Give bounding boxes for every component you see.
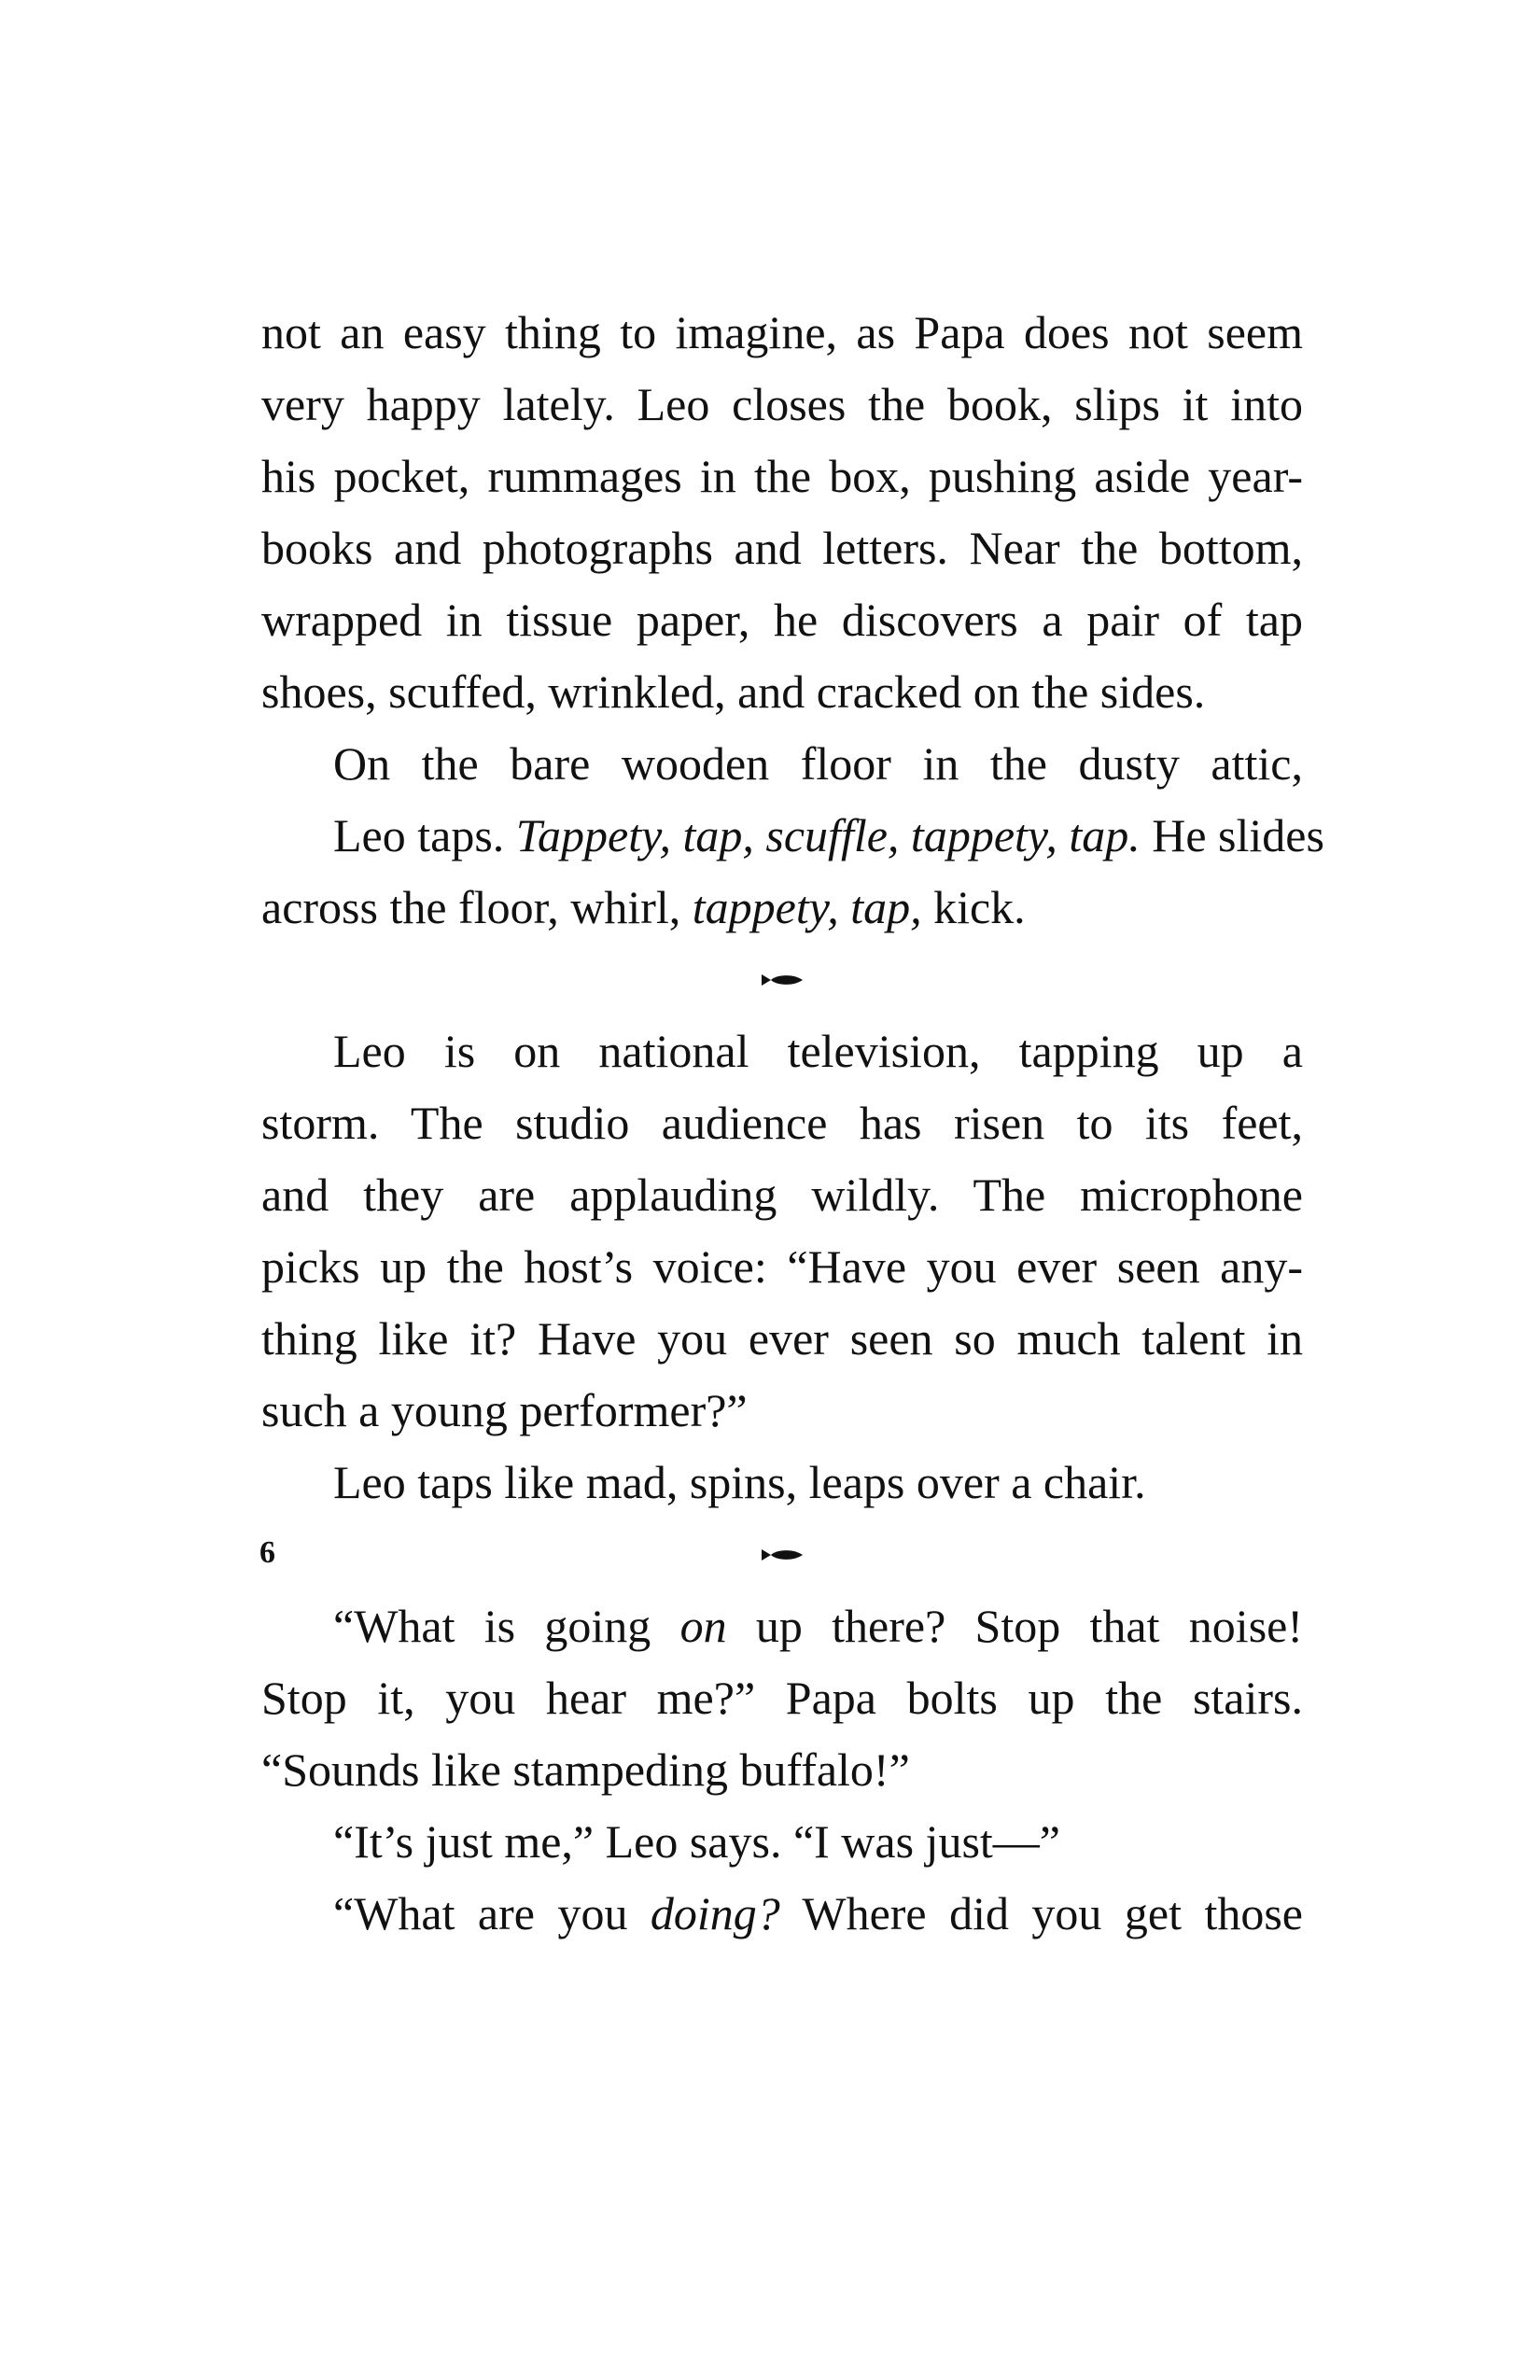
text-line: storm. The studio audience has risen to its feet, (261, 1097, 1303, 1149)
italic-run: tappety, tap, (692, 881, 922, 933)
text-run: He slides (1140, 809, 1324, 861)
text-line: “It’s just me,” Leo says. “I was just—” (333, 1815, 1060, 1868)
text-run: “What is going (333, 1600, 680, 1652)
text-line: and they are applauding wildly. The microphone (261, 1169, 1303, 1221)
fish-ornament-icon (760, 973, 805, 987)
section-break (261, 944, 1303, 1015)
section-break (261, 1519, 1303, 1590)
paragraph-5 (261, 1590, 1303, 1806)
paragraph-6 (261, 1806, 1303, 1878)
text-line: picks up the host’s voice: “Have you ever seen any- (261, 1240, 1303, 1293)
text-line: books and photographs and letters. Near the bottom, (261, 522, 1303, 574)
text-line (261, 800, 1324, 872)
text-line (261, 872, 1303, 944)
text-line: such a young performer?” (261, 1384, 748, 1436)
italic-run: doing? (650, 1887, 780, 1939)
text-run: kick. (921, 881, 1026, 933)
text-line: shoes, scuffed, wrinkled, and cracked on the sides. (261, 665, 1206, 718)
text-line: Leo taps like mad, spins, leaps over a chair. (333, 1456, 1146, 1508)
text-line: his pocket, rummages in the box, pushing aside year- (261, 450, 1303, 502)
text-line (261, 1590, 1303, 1662)
text-line: “Sounds like stampeding buffalo!” (261, 1743, 910, 1796)
text-line (261, 1878, 1303, 1950)
text-run: up there? Stop that noise! (726, 1600, 1303, 1652)
italic-run: on (679, 1600, 727, 1652)
paragraph-4 (261, 1447, 1303, 1519)
text-line: Stop it, you hear me?” Papa bolts up the stairs. (261, 1672, 1303, 1724)
page-number: 6 (259, 1535, 275, 1570)
paragraph-1 (261, 297, 1303, 728)
text-line: wrapped in tissue paper, he discovers a pair of tap (261, 594, 1303, 646)
page-body (261, 297, 1324, 1950)
text-run: across the floor, whirl, (261, 881, 693, 933)
text-line: Leo is on national television, tapping up a (333, 1025, 1303, 1077)
text-line: not an easy thing to imagine, as Papa does not seem (261, 306, 1303, 358)
fish-ornament-icon (760, 1547, 805, 1562)
text-line: thing like it? Have you ever seen so much talent in (261, 1312, 1303, 1365)
text-line: very happy lately. Leo closes the book, slips it into (261, 378, 1303, 430)
text-run: “What are you (333, 1887, 651, 1939)
text-run: Leo taps. (333, 809, 516, 861)
italic-run: Tappety, tap, scuffle, tappety, tap. (515, 809, 1141, 861)
paragraph-3 (261, 1015, 1303, 1447)
text-line: On the bare wooden floor in the dusty attic, (333, 737, 1303, 790)
paragraph-2 (261, 728, 1324, 944)
paragraph-7 (261, 1878, 1303, 1950)
text-run: Where did you get those (779, 1887, 1303, 1939)
